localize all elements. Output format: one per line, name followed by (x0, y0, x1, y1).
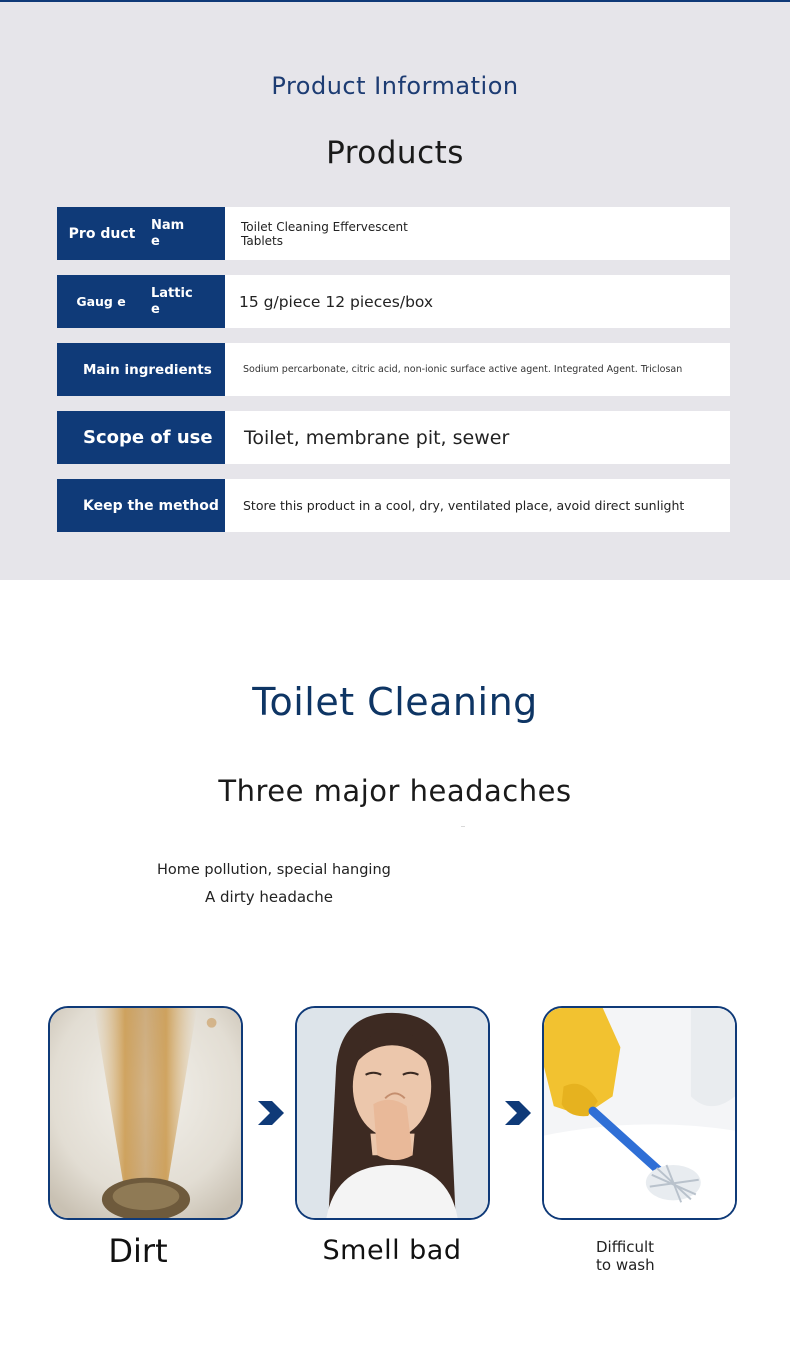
spec-value: Toilet Cleaning Effervescent Tablets (241, 219, 408, 248)
spec-value: 15 g/piece 12 pieces/box (239, 292, 434, 311)
spec-value: Toilet, membrane pit, sewer (244, 426, 510, 449)
spec-value: Sodium percarbonate, citric acid, non-ionic surface active agent. Integrated Agent. Triclosan (243, 364, 683, 375)
spec-label (57, 479, 225, 532)
spec-label (57, 207, 225, 260)
top-divider (0, 0, 790, 2)
card-caption: Smell bad (322, 1235, 462, 1266)
dirt-image (48, 1006, 243, 1220)
spec-row-storage (57, 479, 730, 532)
card-caption: Difficult to wash (596, 1238, 655, 1274)
description-line: Home pollution, special hanging (157, 862, 391, 878)
chevron-right-icon (503, 1098, 533, 1128)
spec-label-text: Main ingredients (83, 361, 212, 378)
spec-value-cell (225, 207, 730, 260)
spec-row-ingredients (57, 343, 730, 396)
woman-pinching-nose-illustration (297, 1008, 488, 1218)
spec-label (57, 275, 225, 328)
info-heading: Product Information (271, 72, 519, 100)
difficult-to-wash-image (542, 1006, 737, 1220)
spec-value-cell (225, 479, 730, 532)
cleaning-subtitle: Three major headaches (218, 774, 572, 808)
spec-row-scope (57, 411, 730, 464)
description-line: A dirty headache (205, 888, 334, 906)
decorative-dot (461, 826, 465, 827)
spec-row-gauge (57, 275, 730, 328)
spec-label (57, 343, 225, 396)
spec-label-part: Lattic e (151, 285, 193, 317)
spec-label-part: Nam e (151, 217, 185, 249)
spec-value-cell (225, 411, 730, 464)
cleaning-title: Toilet Cleaning (252, 680, 538, 724)
spec-label-part: Gaug e (76, 293, 126, 309)
product-info-section (0, 0, 790, 580)
spec-label (57, 411, 225, 464)
spec-label-text: Keep the method (83, 497, 219, 514)
spec-row-product-name (57, 207, 730, 260)
spec-value-cell (225, 275, 730, 328)
spec-value-cell (225, 343, 730, 396)
spec-label-text: Scope of use (83, 427, 213, 448)
spec-label-part: Pro duct (68, 225, 136, 242)
smell-bad-image (295, 1006, 490, 1220)
chevron-right-icon (256, 1098, 286, 1128)
gloved-hand-with-brush-illustration (544, 1008, 735, 1218)
spec-value: Store this product in a cool, dry, ventilated place, avoid direct sunlight (243, 498, 685, 513)
info-subheading: Products (326, 135, 464, 171)
stained-toilet-bowl-illustration (50, 1008, 241, 1218)
card-caption: Dirt (108, 1232, 168, 1270)
